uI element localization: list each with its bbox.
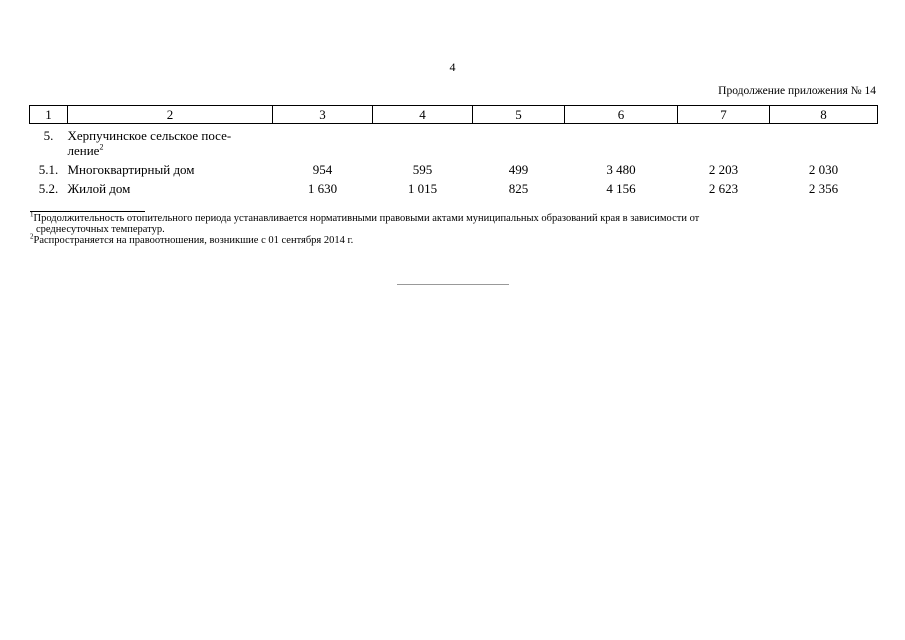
footnote-text: Распространяется на правоотношения, возникшие с 01 сентября 2014 г. [33,235,354,246]
column-header: 4 [373,106,473,124]
footnote-mark: 1 [30,210,34,219]
footnote [30,232,876,246]
table-row [30,162,878,177]
cell-value: 2 203 [708,162,739,177]
section-number: 5. [43,128,54,143]
row-number: 5.2. [38,181,59,196]
section-row [30,128,878,158]
column-header: 5 [473,106,565,124]
column-header: 3 [273,106,373,124]
footnote [30,210,876,224]
continuation-heading: Продолжение приложения № 14 [718,85,876,97]
footnote-continuation: среднесуточных температур. [36,224,165,235]
end-divider [397,284,509,285]
row-name: Многоквартирный дом [67,162,195,177]
cell-value: 825 [508,181,529,196]
cell-value: 4 156 [606,181,636,196]
cell-value: 3 480 [606,162,636,177]
data-table [29,105,878,196]
row-name: Жилой дом [67,181,131,196]
cell-value: 1 015 [407,181,438,196]
table-header-row [30,106,878,124]
column-header: 8 [770,106,878,124]
section-name [68,128,273,158]
table-row [30,181,878,196]
section-name-line1: Херпучинское сельское посе- [67,128,232,143]
cell-value: 2 623 [708,181,739,196]
footnote-mark: 2 [30,232,34,241]
footnotes [30,210,876,246]
column-header: 1 [30,106,68,124]
column-header: 6 [565,106,678,124]
section-name-line2: ление [67,143,100,158]
footnote-ref: 2 [99,142,104,152]
cell-value: 2 356 [808,181,839,196]
cell-value: 2 030 [808,162,839,177]
cell-value: 499 [508,162,529,177]
cell-value: 954 [312,162,333,177]
column-header: 2 [68,106,273,124]
column-header: 7 [678,106,770,124]
cell-value: 595 [412,162,433,177]
row-number: 5.1. [38,162,59,177]
cell-value: 1 630 [307,181,338,196]
footnote-separator [30,211,145,212]
page-number: 4 [449,60,456,74]
footnote-text: Продолжительность отопительного периода устанавливается нормативными правовыми актами муниципальных образований края в зависимости от [33,213,700,224]
